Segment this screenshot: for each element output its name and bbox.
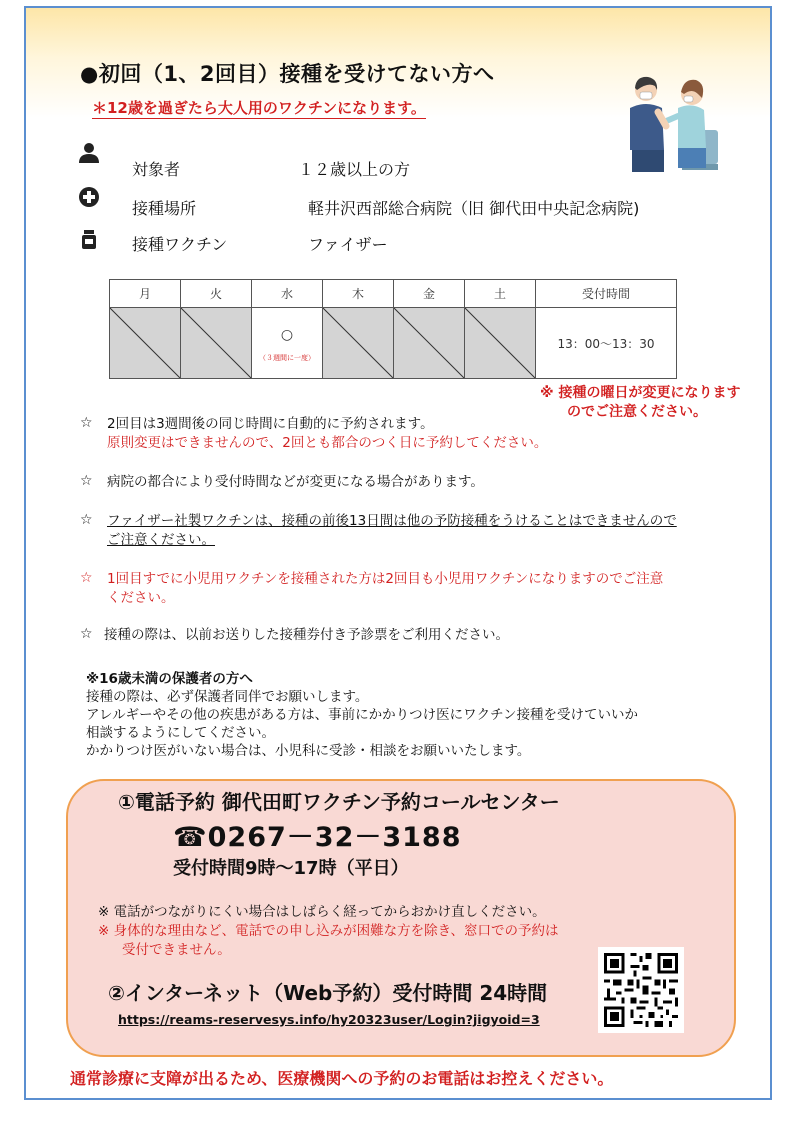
target-value: １２歳以上の方 (298, 160, 411, 179)
medical-cross-icon (78, 186, 100, 208)
star-bullet: ☆ (80, 473, 93, 489)
web-booking-title: ②インターネット（Web予約）受付時間 24時間 (108, 981, 548, 1005)
open-mark: ○ (280, 327, 294, 343)
page-title: ●初回（1、2回目）接種を受けてない方へ (80, 62, 495, 86)
reception-header: 受付時間 (536, 280, 677, 308)
phone-notes: ※ 電話がつながりにくい場合はしばらく経ってからおかけ直しください。 ※ 身体的な理由など、電話での申し込みが困難な方を除き、窓口での予約は 受付できません。 (98, 904, 559, 958)
qr-code[interactable] (598, 947, 684, 1033)
phone-number[interactable]: ☎0267－32－3188 (173, 822, 462, 853)
note-pediatric-vaccine: 1回目すでに小児用ワクチンを接種された方は2回目も小児用ワクチンになりますのでご注意 ください。 (107, 571, 664, 606)
note-schedule-change: 病院の都合により受付時間などが変更になる場合があります。 (107, 474, 484, 490)
note-second-dose: 2回目は3週間後の同じ時間に自動的に予約されます。 原則変更はできませんので、2回とも都合のつく日に予約してください。 (107, 416, 548, 451)
phone-hours: 受付時間9時〜17時（平日） (173, 858, 409, 879)
day-friday: 金 (394, 280, 465, 308)
star-bullet: ☆ (80, 415, 93, 431)
reception-time: 13：00〜13：30 (536, 308, 677, 379)
day-tuesday: 火 (181, 280, 252, 308)
schedule-change-note: ※ 接種の曜日が変更になります (540, 385, 741, 401)
day-saturday: 土 (465, 280, 536, 308)
footer-notice: 通常診療に支障が出るため、医療機関への予約のお電話はお控えください。 (70, 1069, 614, 1088)
page-subtitle: ＊12歳を過ぎたら大人用のワクチンになります。 (92, 99, 426, 117)
vaccination-illustration (622, 68, 722, 176)
star-bullet: ☆ (80, 512, 93, 528)
person-icon (78, 142, 100, 164)
closed-cell (323, 308, 394, 379)
note-pfizer-interval: ファイザー社製ワクチンは、接種の前後13日間は他の予防接種をうけることはできませんので ご注意ください。 (107, 513, 677, 548)
closed-cell (181, 308, 252, 379)
guardian-heading: ※16歳未満の保護者の方へ (86, 671, 253, 687)
day-thursday: 木 (323, 280, 394, 308)
medicine-bottle-icon (78, 228, 100, 250)
place-value: 軽井沢西部総合病院（旧 御代田中央記念病院) (308, 199, 640, 218)
vaccine-value: ファイザー (308, 235, 388, 254)
closed-cell (394, 308, 465, 379)
closed-cell (110, 308, 181, 379)
note-vaccination-ticket: 接種の際は、以前お送りした接種券付き予診票をご利用ください。 (104, 627, 509, 643)
star-bullet: ☆ (80, 570, 93, 586)
closed-cell (465, 308, 536, 379)
day-wednesday: 水 (252, 280, 323, 308)
target-label: 対象者 (132, 160, 181, 179)
schedule-change-note-2: のでご注意ください。 (567, 404, 707, 420)
day-monday: 月 (110, 280, 181, 308)
phone-booking-title: ①電話予約 御代田町ワクチン予約コールセンター (118, 790, 560, 814)
guardian-section: ※16歳未満の保護者の方へ 接種の際は、必ず保護者同伴でお願いします。 アレルギーやその他の疾患がある方は、事前にかかりつけ医にワクチン接種を受けていいか 相談するようにしてください。 かかりつけ医がいない場合は、小児科に受診・相談をお願いいたします。 (86, 671, 638, 759)
wednesday-open-cell (252, 308, 323, 379)
web-booking-link[interactable]: https://reams-reservesys.info/hy20323user/Login?jigyoid=3 (118, 1012, 540, 1027)
star-bullet: ☆ (80, 626, 93, 642)
schedule-table (109, 279, 677, 379)
wednesday-note: （３週間に一度） (259, 354, 315, 362)
vaccine-label: 接種ワクチン (132, 235, 228, 254)
place-label: 接種場所 (132, 199, 197, 218)
